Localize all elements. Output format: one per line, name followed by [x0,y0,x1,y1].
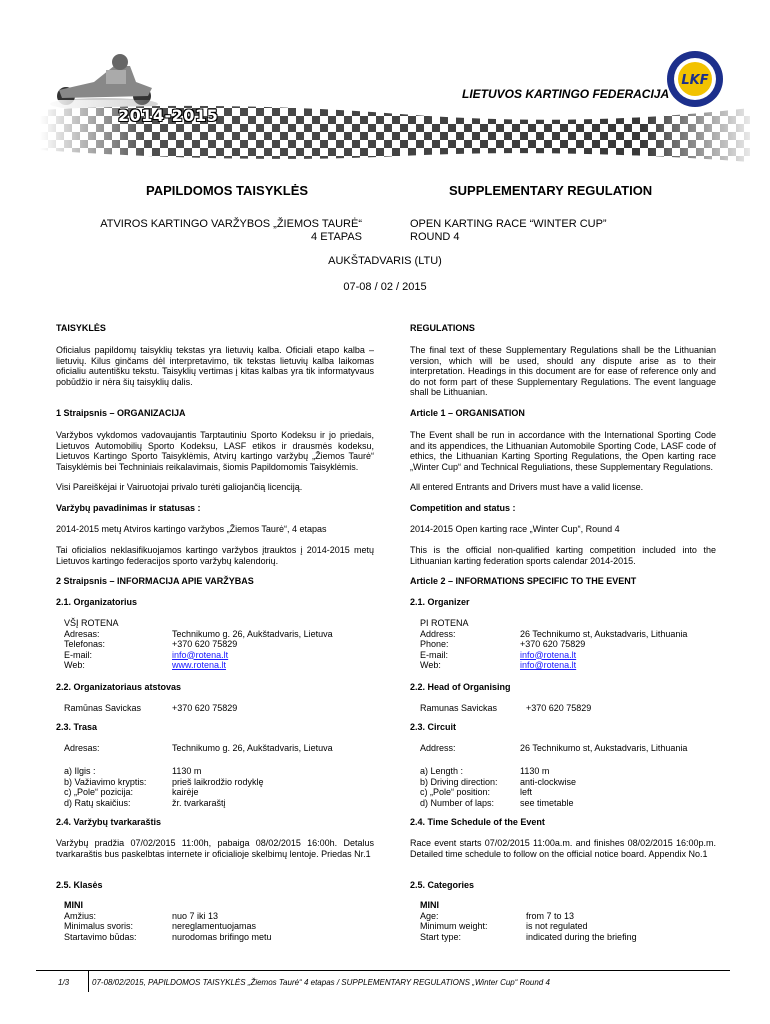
en-categories-heading: 2.5. Categories [410,880,475,890]
en-rules-heading: REGULATIONS [410,323,475,333]
en-organizer-info: PI ROTENA Address: 26 Technikumo st, Aukstadvaris, Lithuania Phone: +370 620 75829 E-mail: info@rotena.lt Web: info@rotena.lt [420,618,688,670]
en-circuit-details: a) Length : 1130 m b) Driving direction: anti-clockwise c) „Pole“ position: left d) Number of laps: see timetable [420,766,577,808]
en-schedule-heading: 2.4. Time Schedule of the Event [410,817,545,827]
lt-schedule-text: Varžybų pradžia 07/02/2015 11:00h, pabaiga 08/02/2015 16:00h. Detalus tvarkaraštis bus paskelbtas internete ir oficialioje skelbimų lentoje. Priedas Nr.1 [56,838,374,859]
lt-rules-text: Oficialus papildomų taisyklių tekstas yra lietuvių kalba. Oficiali etapo kalba – lietuvių. Kilus ginčams dėl interpretavimo, tik tekstas lietuvių kalba laikomas oficialiu autentišku tekstu. Taisyklių vertimas į kitas kalbas yra tik informatyvaus pobūdžio ir nėra šių taisyklių dalis. [56,345,374,387]
lt-classes-heading: 2.5. Klasės [56,880,103,890]
federation-name: LIETUVOS KARTINGO FEDERACIJA [462,87,670,101]
en-title: SUPPLEMENTARY REGULATION [449,183,653,198]
en-web-link[interactable]: info@rotena.lt [520,660,577,670]
lt-rep-heading: 2.2. Organizatoriaus atstovas [56,682,182,692]
en-article2-heading: Article 2 – INFORMATIONS SPECIFIC TO THE EVENT [410,576,637,586]
lt-email-link[interactable]: info@rotena.lt [172,649,229,660]
lt-article1-heading: 1 Straipsnis – ORGANIZACIJA [56,408,186,418]
en-circuit-address: Address: 26 Technikumo st, Aukstadvaris, Lithuania [420,743,688,753]
lt-organizer-info: VŠĮ ROTENA Adresas: Technikumo g. 26, Aukštadvaris, Lietuva Telefonas: +370 620 75829 E-mail: info@rotena.lt Web: www.rotena.lt [64,618,333,670]
lt-competition-name: 2014-2015 metų Atviros kartingo varžybos „Žiemos Taurė“, 4 etapas [56,524,327,534]
en-rep-info: Ramunas Savickas +370 620 75829 [420,703,592,713]
en-event: OPEN KARTING RACE “WINTER CUP” [410,218,607,230]
lt-track-address: Adresas: Technikumo g. 26, Aukštadvaris, Lietuva [64,743,333,753]
en-category-mini: MINI Age: from 7 to 13 Minimum weight: is not regulated Start type: indicated during the briefing [420,900,637,942]
lt-rules-heading: TAISYKLĖS [56,323,106,333]
footer-text: 07-08/02/2015, PAPILDOMOS TAISYKLĖS „Žiemos Taurė“ 4 etapas / SUPPLEMENTARY REGULATIONS „Winter Cup“ Round 4 [92,978,550,987]
page-number: 1/3 [58,978,70,987]
lt-title: PAPILDOMOS TAISYKLĖS [146,183,309,198]
lt-article1-license: Visi Pareiškėjai ir Vairuotojai privalo turėti galiojančią licenciją. [56,482,303,492]
en-email-link[interactable]: info@rotena.lt [520,649,577,660]
page-header [0,0,770,168]
en-circuit-heading: 2.3. Circuit [410,722,457,732]
lt-track-heading: 2.3. Trasa [56,722,98,732]
en-article1-heading: Article 1 – ORGANISATION [410,408,525,418]
en-competition-name: 2014-2015 Open karting race „Winter Cup“, Round 4 [410,524,620,534]
event-place: AUKŠTADVARIS (LTU) [328,255,442,267]
footer-divider [36,970,730,971]
federation-logo-icon [666,50,724,108]
en-article1-text: The Event shall be run in accordance with the International Sporting Code and its appendices, the Lithuanian Automobile Sporting Code, LASF code of ethics, the Lithuanian Karting Sporting Regulations, the Open karting race „Winter Cup“ and Technical Reguliations, these Supplementary Regulations. [410,430,716,472]
lt-round: 4 ETAPAS [311,231,362,243]
en-competition-heading: Competition and status : [410,503,516,513]
lt-schedule-heading: 2.4. Varžybų tvarkaraštis [56,817,162,827]
en-organizer-heading: 2.1. Organizer [410,597,470,607]
year-badge: 2014-2015 [118,106,219,125]
en-rep-heading: 2.2. Head of Organising [410,682,511,692]
lt-competition-heading: Varžybų pavadinimas ir statusas : [56,503,201,513]
footer-separator [88,970,89,992]
lt-class-mini: MINI Amžius: nuo 7 iki 13 Minimalus svoris: nereglamentuojamas Startavimo būdas: nurodomas brifingo metu [64,900,272,942]
lt-track-details: a) Ilgis : 1130 m b) Važiavimo kryptis: prieš laikrodžio rodyklę c) „Pole“ pozicija: kairėje d) Ratų skaičius: žr. tvarkaraštį [64,766,264,808]
lt-web-link[interactable]: www.rotena.lt [172,660,227,670]
lt-article1-text: Varžybos vykdomos vadovaujantis Tarptautiniu Sporto Kodeksu ir jo priedais, Lietuvos Automobilių Sporto Kodeksu, LASF etikos ir drausmės kodeksu, Lietuvos Kartingo Sporto Taisyklėmis, Atvirų kartingo varžybų „Žiemos Taurė“ Taisyklėmis bei Techniniais reikalavimais, šiomis Papildomomis Taisyklėmis. [56,430,374,472]
lt-event: ATVIROS KARTINGO VARŽYBOS „ŽIEMOS TAURĖ“ [100,218,362,230]
lt-rep-info: Ramūnas Savickas +370 620 75829 [64,703,238,713]
lt-organizer-heading: 2.1. Organizatorius [56,597,138,607]
logo-text: LKF [681,73,709,88]
en-round: ROUND 4 [410,231,460,243]
en-rules-text: The final text of these Supplementary Regulations shall be the Lithuanian version, which will be used, should any dispute arise as to their interpretation. Headings in this document are for ease of reference only and do not form part of these Supplementary Regulations. The event language shall be Lithuanian. [410,345,716,397]
en-competition-status: This is the official non-qualified karting competition included into the Lithuanian karting federation sports calendar 2014-2015. [410,545,716,566]
lt-competition-status: Tai oficialios neklasifikuojamos kartingo varžybos įtrauktos į 2014-2015 metų Lietuvos kartingo federacijos sporto varžybų kalendorių. [56,545,374,566]
lt-article2-heading: 2 Straipsnis – INFORMACIJA APIE VARŽYBAS [56,576,254,586]
event-date: 07-08 / 02 / 2015 [343,281,427,293]
en-schedule-text: Race event starts 07/02/2015 11:00a.m. and finishes 08/02/2015 16:00p.m. Detailed time schedule to follow on the official notice board. Appendix No.1 [410,838,716,859]
en-article1-license: All entered Entrants and Drivers must have a valid license. [410,482,644,492]
